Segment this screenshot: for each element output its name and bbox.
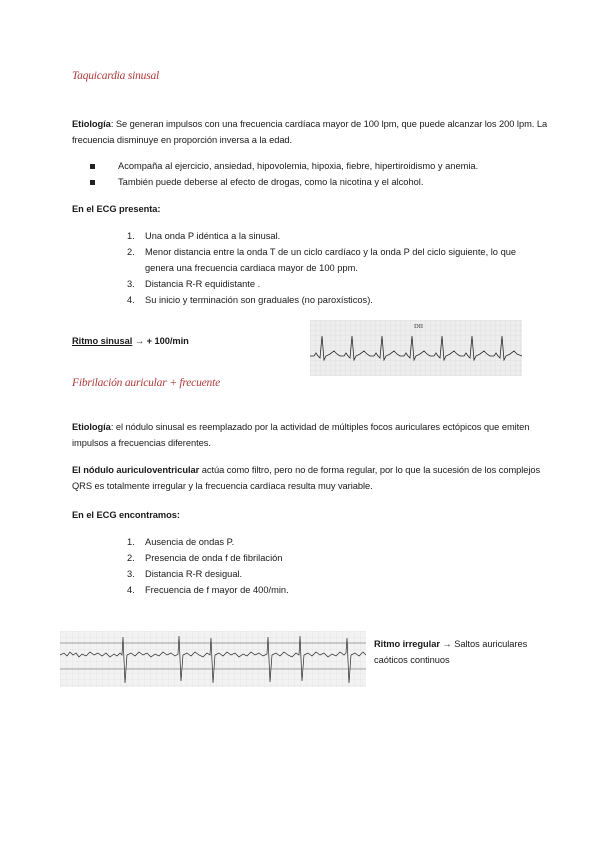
etiology-text: : Se generan impulsos con una frecuencia cardíaca mayor de 100 lpm, que puede alcanzar los 200 lpm. La frecuencia disminuye en proporción inversa a la edad.: [72, 119, 548, 145]
list-item: 1. Una onda P idéntica a la sinusal.: [127, 231, 281, 241]
list-item: 2. Presencia de onda f de fibrilación: [127, 553, 283, 563]
etiology-label: Etiología: [72, 119, 111, 129]
rhythm-caption-2: Ritmo irregular → Saltos auriculares caóticos continuos: [374, 639, 528, 665]
av-node-paragraph: El nódulo auriculoventricular actúa como filtro, pero no de forma regular, por lo que la sucesión de los complejos QRS es totalmente irregular y la frecuencia cardíaca resulta muy variable.: [72, 465, 541, 491]
ecg-strip-atrial-fibrillation: [60, 631, 366, 687]
square-bullet-icon: [90, 164, 95, 169]
list-item: 3. Distancia R-R equidistante .: [127, 279, 261, 289]
ecg-subtitle-1: En el ECG presenta:: [72, 204, 161, 214]
ecg-list-2: [127, 534, 547, 598]
bullet-item: También puede deberse al efecto de drogas, como la nicotina y el alcohol.: [72, 174, 548, 190]
ecg-list-1: [127, 228, 547, 308]
bullet-list: [72, 158, 548, 190]
etiology-paragraph-2: Etiología: el nódulo sinusal es reemplazado por la actividad de múltiples focos auriculares ectópicos que emiten impulsos a frecuencias diferentes.: [72, 422, 530, 448]
ecg-subtitle-2: En el ECG encontramos:: [72, 510, 180, 520]
bullet-item: Acompaña al ejercicio, ansiedad, hipovolemia, hipoxia, fiebre, hipertiroidismo y anemia.: [72, 158, 548, 174]
ecg-trace-1: [310, 320, 522, 376]
section-heading-atrial-fibrillation: Fibrilación auricular + frecuente: [72, 377, 220, 389]
etiology-paragraph-1: [72, 116, 548, 148]
list-item: 4. Frecuencia de f mayor de 400/min.: [127, 585, 289, 595]
strip-lead-label: DII: [414, 323, 424, 330]
rhythm-caption-1: Ritmo sinusal → + 100/min: [72, 336, 189, 346]
list-item: 1. Ausencia de ondas P.: [127, 537, 235, 547]
section-heading-sinus-tachycardia: Taquicardia sinusal: [72, 70, 160, 82]
square-bullet-icon: [90, 180, 95, 185]
ecg-trace-2: [60, 631, 366, 687]
ecg-strip-sinus-tachycardia: [310, 320, 522, 376]
list-item: 2. Menor distancia entre la onda T de un ciclo cardíaco y la onda P del ciclo siguiente, lo que genera una frecuencia cardiaca mayor de 100 ppm.: [127, 247, 517, 273]
list-item: 3. Distancia R-R desigual.: [127, 569, 243, 579]
list-item: 4. Su inicio y terminación son graduales (no paroxísticos).: [127, 295, 373, 305]
